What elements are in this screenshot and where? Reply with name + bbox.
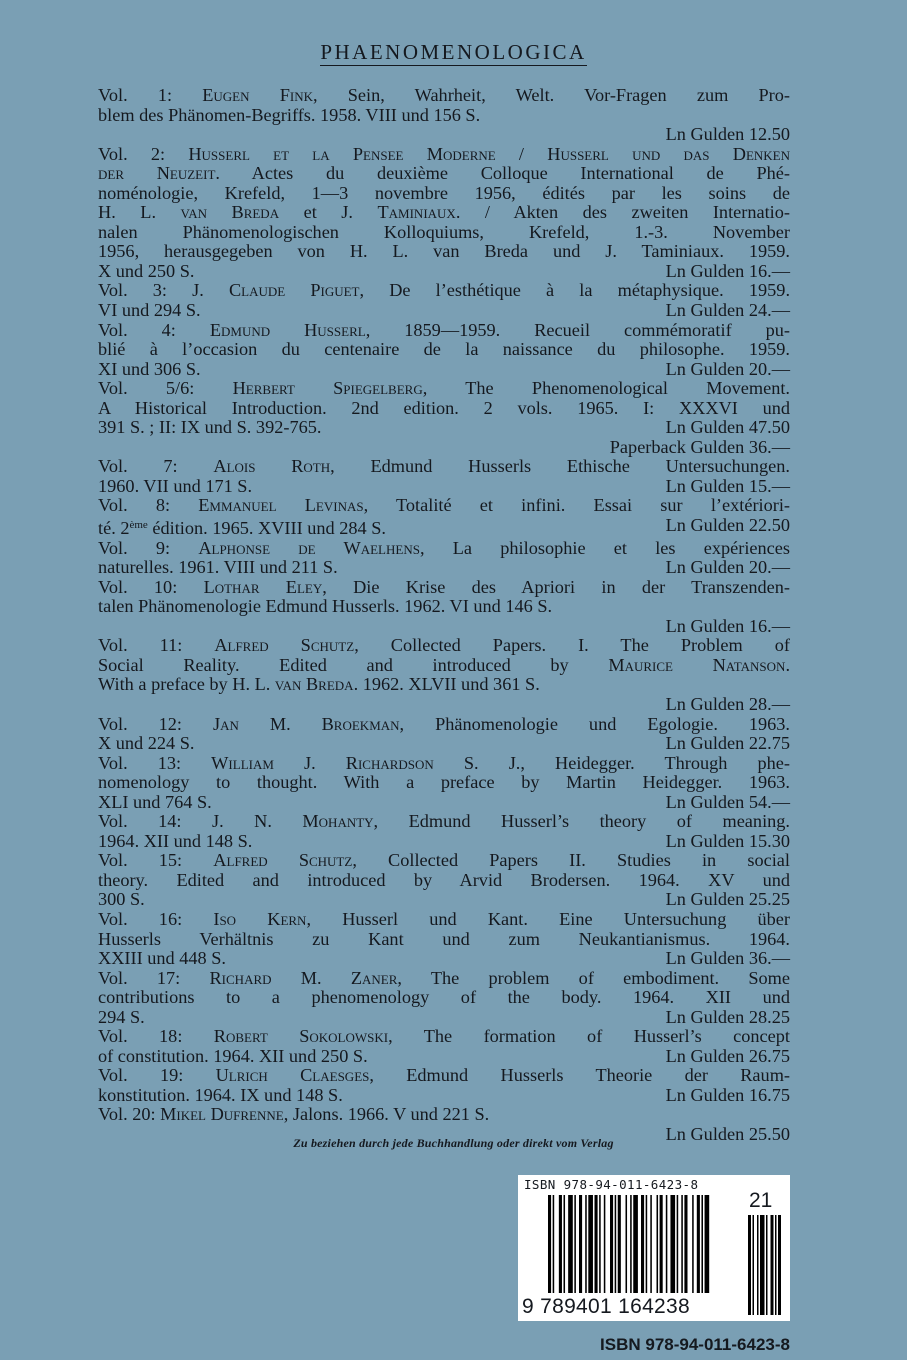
volume-text: édition. 1965. XVIII und 284 S. (147, 518, 386, 539)
price: Ln Gulden 47.50 (665, 417, 790, 438)
volume-text: Vol. 7: (98, 456, 214, 477)
volume-line (98, 340, 790, 360)
author-name: Taminiaux (377, 202, 456, 223)
volume-text: VI und 294 S. (98, 300, 201, 321)
paperback-price: Paperback Gulden 36.— (609, 436, 790, 457)
volume-line (98, 734, 790, 754)
volume-line (98, 949, 790, 969)
volume-line (98, 86, 790, 106)
barcode-addon-bar (753, 1215, 755, 1315)
author-name: Emmanuel Levinas (198, 495, 364, 516)
author-name: Iso Kern (213, 908, 307, 929)
volume-text: noménologie, Krefeld, 1—3 novembre 1956, édités par les soins de (98, 182, 790, 203)
volume-text: X und 224 S. (98, 733, 195, 754)
volume-line (98, 930, 790, 950)
volume-entry (98, 754, 790, 813)
volume-line (98, 1066, 790, 1086)
volume-text: Vol. 13: (98, 752, 212, 773)
volume-entry (98, 379, 790, 457)
barcode-bar (553, 1195, 555, 1293)
volume-text: naturelles. 1961. VIII und 211 S. (98, 557, 338, 578)
barcode-bar (610, 1195, 613, 1293)
series-title-text: PHAENOMENOLOGICA (320, 40, 587, 64)
volume-line (98, 496, 790, 516)
volume-line (98, 360, 790, 380)
volume-text: XLI und 764 S. (98, 791, 212, 812)
volume-line (98, 164, 790, 184)
volume-text: Vol. 17: (98, 967, 210, 988)
volume-text: Vol. 11: (98, 635, 215, 656)
volume-text: Husserls Verhältnis zu Kant und zum Neukantianismus. 1964. (98, 928, 790, 949)
price: Ln Gulden 28.— (665, 693, 790, 714)
volume-text: , The formation of Husserl’s concept (388, 1026, 790, 1047)
barcode-isbn-text: ISBN 978-94-011-6423-8 (524, 1177, 699, 1192)
series-title (0, 40, 907, 65)
volume-line (98, 281, 790, 301)
author-name: der Neuzeit (98, 163, 216, 184)
volume-text: Vol. 16: (98, 908, 214, 929)
price: Ln Gulden 16.— (665, 260, 790, 281)
volume-text: nalen Phänomenologischen Kolloquiums, Krefeld, 1.-3. November (98, 221, 790, 242)
price: Ln Gulden 26.75 (665, 1045, 790, 1066)
volume-text: Vol. 2: (98, 143, 189, 164)
volume-text: nomenology to thought. With a preface by Martin Heidegger. 1963. (98, 772, 790, 793)
volume-line (98, 558, 790, 578)
volume-text: contributions to a phenomenology of the body. 1964. XII und (98, 987, 790, 1008)
price: Ln Gulden 54.— (665, 791, 790, 812)
author-name: Ulrich Claesges (215, 1065, 370, 1086)
volume-entry (98, 457, 790, 496)
barcode-bar (585, 1195, 587, 1293)
volume-entry (98, 539, 790, 578)
volume-text: Vol. 1: (98, 85, 203, 105)
volume-line (98, 969, 790, 989)
volume-text: Vol. 19: (98, 1065, 216, 1086)
volume-text: Vol. 9: (98, 537, 199, 558)
superscript: ème (129, 519, 148, 532)
volume-line (98, 1105, 790, 1125)
volume-line (98, 379, 790, 399)
barcode-bar (568, 1195, 573, 1293)
volume-line (98, 578, 790, 598)
barcode-bar (641, 1195, 644, 1293)
author-name: van Breda (180, 202, 280, 223)
volume-line (98, 242, 790, 262)
volume-entry (98, 1027, 790, 1066)
volume-text: Vol. 14: J. N. (98, 811, 303, 832)
volume-line (98, 145, 790, 165)
volume-entry (98, 969, 790, 1028)
price: Ln Gulden 12.50 (665, 124, 790, 145)
volume-line (98, 754, 790, 774)
author-name: Alois Roth (213, 456, 331, 477)
volume-text: Vol. 15: (98, 850, 214, 871)
barcode-bar (588, 1195, 593, 1293)
volume-text: , 1859—1959. Recueil commémoratif pu- (365, 319, 791, 340)
volume-text: Vol. 5/6: (98, 378, 233, 399)
ordering-note: Zu beziehen durch jede Buchhandlung oder direkt vom Verlag (293, 1136, 614, 1150)
volume-text: , Edmund Husserls Ethische Untersuchungen. (330, 456, 790, 477)
volume-entry (98, 636, 790, 714)
volume-text: , The problem of embodiment. Some (397, 967, 790, 988)
author-name: Mohanty (302, 811, 374, 832)
author-name: Maurice Natanson (608, 654, 786, 675)
volume-text: , Die Krise des Apriori in der Transzenden- (322, 576, 790, 597)
volume-text: , Edmund Husserl’s theory of meaning. (373, 811, 790, 832)
volume-text: 1964. XII und 148 S. (98, 830, 253, 851)
barcode-bar (660, 1195, 663, 1293)
volume-text: , Sein, Wahrheit, Welt. Vor-Fragen zum Pro- (312, 85, 790, 105)
volume-text: 391 S. ; II: IX und S. 392-765. (98, 417, 322, 438)
volume-text: Vol. 4: (98, 319, 210, 340)
volume-text: 1956, herausgegeben von H. L. van Breda und J. Taminiaux. 1959. (98, 241, 790, 262)
barcode-bar (564, 1195, 566, 1293)
volume-line (98, 516, 790, 539)
price: Ln Gulden 25.50 (665, 1123, 790, 1144)
barcode-bar (604, 1195, 606, 1293)
barcode-bar (633, 1195, 638, 1293)
volume-text: 300 S. (98, 889, 145, 910)
barcode-bar (579, 1195, 582, 1293)
barcode-bar (677, 1195, 679, 1293)
volume-entry (98, 145, 790, 282)
price: Ln Gulden 16.— (665, 615, 790, 636)
price: Ln Gulden 16.75 (665, 1084, 790, 1105)
volume-text: Vol. 3: J. (98, 280, 229, 301)
barcode-bar (650, 1195, 652, 1293)
volume-line (98, 477, 790, 497)
volume-line (98, 715, 790, 735)
author-name: Jan M. Broekman (212, 713, 400, 734)
volume-line (98, 184, 790, 204)
volume-entry (98, 86, 790, 145)
volume-text: , Phänomenologie und Egologie. 1963. (399, 713, 791, 734)
volume-text: 294 S. (98, 1006, 145, 1027)
volume-entry (98, 851, 790, 910)
barcode-bar (599, 1195, 601, 1293)
volume-text: blem des Phänomen-Begriffs. 1958. VIII und 156 S. (98, 104, 481, 125)
volume-line (98, 1008, 790, 1028)
volume-text: Vol. 20: (98, 1104, 161, 1125)
price: Ln Gulden 22.50 (665, 515, 790, 536)
barcode-bar (615, 1195, 617, 1293)
barcode-addon-bar (757, 1215, 759, 1315)
volume-line (98, 1086, 790, 1106)
volume-text: . 1962. XLVII und 361 S. (353, 674, 540, 695)
barcode-bar (681, 1195, 683, 1293)
author-name: Mikel Dufrenne (160, 1104, 284, 1125)
barcode-bar (646, 1195, 648, 1293)
volume-entry (98, 1066, 790, 1105)
volume-text: té. 2 (98, 518, 130, 539)
volume-text: . / Akten des zweiten Internatio- (455, 202, 790, 223)
volume-line (98, 399, 790, 419)
barcode-bar (692, 1195, 694, 1293)
volume-line (98, 539, 790, 559)
barcode-bar (701, 1195, 703, 1293)
price: Ln Gulden 25.25 (665, 889, 790, 910)
barcode-addon: 21 (749, 1189, 773, 1212)
volume-text: Vol. 12: (98, 713, 213, 734)
barcode (518, 1175, 790, 1321)
barcode-addon-bar (748, 1215, 751, 1315)
author-name: William J. Richardson S. J. (211, 752, 521, 773)
volume-text: , Heidegger. Through phe- (520, 752, 791, 773)
volume-text: Social Reality. Edited and introduced by (98, 654, 609, 675)
volume-text: H. L. (98, 202, 181, 223)
volume-text: theory. Edited and introduced by Arvid Brodersen. 1964. XV und (98, 869, 790, 890)
price: Ln Gulden 22.75 (665, 733, 790, 754)
volume-entry (98, 281, 790, 320)
author-name: Husserl et la Pensee Moderne / Husserl und das Denken (188, 143, 790, 164)
barcode-addon-bar (778, 1215, 781, 1315)
volume-text: , Collected Papers II. Studies in social (352, 850, 790, 871)
barcode-bar (697, 1195, 700, 1293)
volume-line (98, 851, 790, 871)
volume-text: , The Phenomenological Movement. (422, 378, 790, 399)
volume-line (98, 223, 790, 243)
volume-text: blié à l’occasion du centenaire de la naissance du philosophe. 1959. (98, 339, 790, 360)
volume-entry (98, 578, 790, 637)
volume-text: XXIII und 448 S. (98, 948, 226, 969)
barcode-bar (705, 1195, 710, 1293)
volume-text: , Jalons. 1966. V und 221 S. (283, 1104, 490, 1125)
volume-text: , Husserl und Kant. Eine Untersuchung über (306, 908, 791, 929)
barcode-bar (666, 1195, 668, 1293)
volume-line (98, 890, 790, 910)
volume-text: , La philosophie et les expériences (419, 537, 791, 558)
volume-text: , Edmund Husserls Theorie der Raum- (369, 1065, 790, 1086)
volume-text: XI und 306 S. (98, 358, 201, 379)
author-name: Eugen Fink (202, 85, 313, 105)
volume-text: X und 250 S. (98, 260, 195, 281)
volume-line (98, 812, 790, 832)
barcode-digits: 9 789401 164238 (522, 1295, 690, 1318)
volume-text: 1960. VII und 171 S. (98, 475, 253, 496)
volume-text: Vol. 10: (98, 576, 204, 597)
volume-text: . Actes du deuxième Colloque International de Phé- (215, 163, 790, 184)
volume-entry (98, 321, 790, 380)
author-name: Herbert Spiegelberg (232, 378, 423, 399)
barcode-bar (559, 1195, 562, 1293)
barcode-bar (630, 1195, 632, 1293)
volume-text: . (785, 654, 791, 675)
volume-line (98, 1027, 790, 1047)
volume-line (98, 1047, 790, 1067)
volume-text: of constitution. 1964. XII und 250 S. (98, 1045, 368, 1066)
volume-text: Vol. 18: (98, 1026, 214, 1047)
author-name: Richard M. Zaner (209, 967, 398, 988)
price: Ln Gulden 20.— (665, 557, 790, 578)
volume-text: , Totalité et infini. Essai sur l’extériori- (363, 495, 791, 516)
price: Ln Gulden 36.— (665, 948, 790, 969)
author-name: Lothar Eley (203, 576, 323, 597)
volume-entry (98, 715, 790, 754)
author-name: Claude Piguet (228, 280, 360, 301)
volume-line (98, 793, 790, 813)
volume-line (98, 203, 790, 223)
author-name: Alphonse de Waelhens (198, 537, 420, 558)
volume-line (98, 418, 790, 438)
price: Ln Gulden 28.25 (665, 1006, 790, 1027)
barcode-addon-bar (766, 1215, 768, 1315)
author-name: van Breda (274, 674, 354, 695)
volume-line (98, 636, 790, 656)
barcode-bar (595, 1195, 598, 1293)
volume-line (98, 832, 790, 852)
volume-text: et J. (279, 202, 378, 223)
price: Ln Gulden 24.— (665, 300, 790, 321)
barcode-bar (626, 1195, 628, 1293)
volume-line (98, 301, 790, 321)
volume-line (98, 321, 790, 341)
volume-line (98, 597, 790, 617)
price: Ln Gulden 20.— (665, 358, 790, 379)
barcode-addon-bar (771, 1215, 774, 1315)
barcode-bar (657, 1195, 659, 1293)
price: Ln Gulden 15.— (665, 475, 790, 496)
author-name: Alfred Schutz (213, 850, 353, 871)
volume-text: With a preface by H. L. (98, 674, 275, 695)
barcode-bar (574, 1195, 576, 1293)
isbn-bottom: ISBN 978-94-011-6423-8 (600, 1335, 790, 1354)
barcode-bar (670, 1195, 675, 1293)
volume-line (98, 106, 790, 126)
author-name: Alfred Schutz (214, 635, 355, 656)
barcode-bar (684, 1195, 687, 1293)
volume-line (98, 457, 790, 477)
barcode-bar (548, 1195, 551, 1293)
volume-text: A Historical Introduction. 2nd edition. 2 vols. 1965. I: XXXVI und (98, 397, 790, 418)
volume-text: konstitution. 1964. IX und 148 S. (98, 1084, 343, 1105)
volume-line (98, 656, 790, 676)
volume-text: talen Phänomenologie Edmund Husserls. 1962. VI und 146 S. (98, 596, 553, 617)
barcode-addon-bar (760, 1215, 765, 1315)
volume-text: , Collected Papers. I. The Problem of (354, 635, 790, 656)
author-name: Robert Sokolowski (213, 1026, 389, 1047)
volume-line (98, 871, 790, 891)
price: Ln Gulden 15.30 (665, 830, 790, 851)
volume-line (98, 262, 790, 282)
volume-text: Vol. 8: (98, 495, 199, 516)
volume-entry (98, 496, 790, 538)
barcode-addon-bar (775, 1215, 777, 1315)
author-name: Edmund Husserl (209, 319, 366, 340)
barcode-bar (618, 1195, 621, 1293)
volume-line (98, 988, 790, 1008)
volume-list (98, 86, 790, 1145)
volume-text: , De l’esthétique à la métaphysique. 1959. (359, 280, 791, 301)
volume-line (98, 773, 790, 793)
volume-line (98, 675, 790, 695)
volume-entry (98, 812, 790, 851)
volume-line (98, 910, 790, 930)
volume-entry (98, 910, 790, 969)
